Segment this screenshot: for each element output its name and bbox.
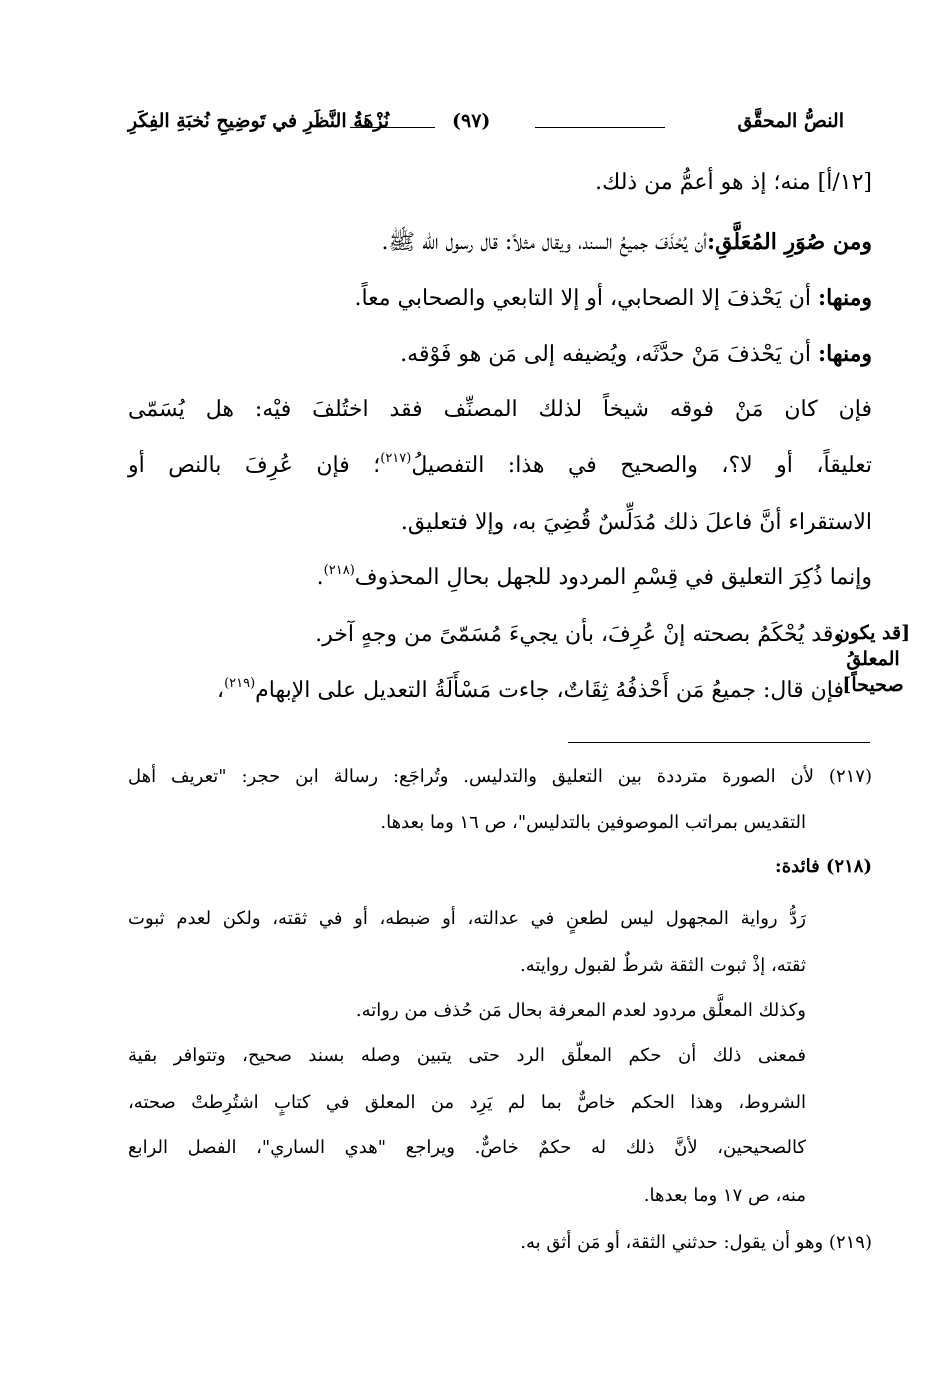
footnote-separator: [568, 742, 870, 743]
footnote-218-line-4: فمعنى ذلك أن حكم المعلّق الرد حتى يتبين وصله بسند صحيح، وتتوافر بقية: [128, 1045, 806, 1066]
term-heading: ومن صُوَرِ المُعَلَّقِ:: [706, 229, 872, 255]
footnote-218-line-3: وكذلك المعلَّق مردود لعدم المعرفة بحال مَن حُذف من رواته.: [355, 1000, 806, 1021]
main-line-7: الاستقراء أنَّ فاعلَ ذلك مُدَلِّسٌ قُضِيَ به، وإلا فتعليق.: [400, 510, 872, 535]
footnote-ref-217[interactable]: (٢١٧): [380, 451, 412, 466]
term-heading: ومنها:: [817, 341, 872, 367]
footnote-218-line-5: الشروط، وهذا الحكم خاصٌّ بما لم يَرِد من المعلق في كتابٍ اشتُرِطتْ صحته،: [128, 1092, 806, 1113]
main-line-6: [128, 453, 872, 478]
term-heading: ومنها:: [817, 285, 872, 311]
footnote-ref-219[interactable]: (٢١٩): [224, 676, 256, 691]
footnote-218-line-2: ثقته، إذْ ثبوت الثقة شرطٌ لقبول روايته.: [520, 955, 806, 976]
main-line-3: [354, 285, 872, 311]
main-line-text: أن يَحْذفَ مَنْ حدَّثَه، ويُضيفه إلى مَن هو فَوْقه.: [400, 342, 818, 367]
footnote-218-line-7: منه، ص ١٧ وما بعدها.: [643, 1185, 806, 1206]
page-number: (٩٧): [452, 110, 491, 132]
main-line-2: [382, 228, 872, 260]
footnote-217-line-1: (٢١٧) لأن الصورة مترددة بين التعليق والتدليس. وتُراجَع: رسالة ابن حجر: "تعريف أهل: [128, 766, 872, 787]
running-header-left: نُزْهَةُ النَّظَرِ في تَوضِيحِ نُخبَةِ الفِكَرِ: [128, 110, 390, 132]
main-line-text: .: [316, 565, 324, 590]
footnote-218-line-1: رَدُّ رواية المجهول ليس لطعنٍ في عدالته، أو ضبطه، أو في ثقته، ولكن لعدم ثبوت: [128, 908, 806, 929]
main-line-text: أن يُحْذَفَ جميعُ السند، ويقال مثلاً: قال رسول الله ﷺ.: [381, 230, 707, 255]
footnote-218-title: (٢١٨) فائدة:: [775, 856, 872, 877]
main-line-text: أن يَحْذفَ إلا الصحابي، أو إلا التابعي والصحابي معاً.: [354, 286, 818, 311]
main-line-5: فإن كان مَنْ فوقه شيخاً لذلك المصنِّف فقد اختُلفَ فيْه: هل يُسَمّى: [128, 397, 872, 422]
main-line-9: وقد يُحْكَمُ بصحته إنْ عُرِفَ، بأن يجيءَ مُسَمّىً من وجهٍ آخر.: [315, 622, 844, 647]
main-line-text: ؛ فإن عُرِفَ بالنص أو: [128, 453, 381, 478]
footnote-ref-218[interactable]: (٢١٨): [323, 563, 355, 578]
footnote-219: (٢١٩) وهو أن يقول: حدثني الثقة، أو مَن أثق به.: [520, 1232, 872, 1253]
main-line-text: فإن قال: جميعُ مَن أَحْذفُهُ ثِقَاتٌ، جاءت مَسْأَلَةُ التعديل على الإبهام: [255, 678, 844, 703]
margin-note: [قد يكون المعلقُ صحيحاً]: [835, 622, 911, 696]
header-divider: [535, 127, 665, 128]
main-line-8: [317, 565, 872, 590]
main-line-text: ،: [216, 678, 225, 703]
running-header-right: النصُّ المحقَّق: [737, 110, 844, 132]
main-line-text: وإنما ذُكِرَ التعليق في قِسْمِ المردود للجهل بحالِ المحذوف: [354, 565, 872, 590]
main-line-1: [١٢/أ] منه؛ إذ هو أعمُّ من ذلك.: [595, 170, 872, 195]
main-line-10: [217, 678, 844, 703]
footnote-218-line-6: كالصحيحين، لأنَّ ذلك له حكمٌ خاصٌّ. ويراجع "هدي الساري"، الفصل الرابع: [128, 1137, 806, 1158]
footnote-217-line-2: التقديس بمراتب الموصوفين بالتدليس"، ص ١٦ وما بعدها.: [380, 812, 806, 833]
main-line-text: تعليقاً، أو لا؟، والصحيح في هذا: التفصيلُ: [411, 453, 872, 478]
main-line-4: [400, 341, 872, 367]
